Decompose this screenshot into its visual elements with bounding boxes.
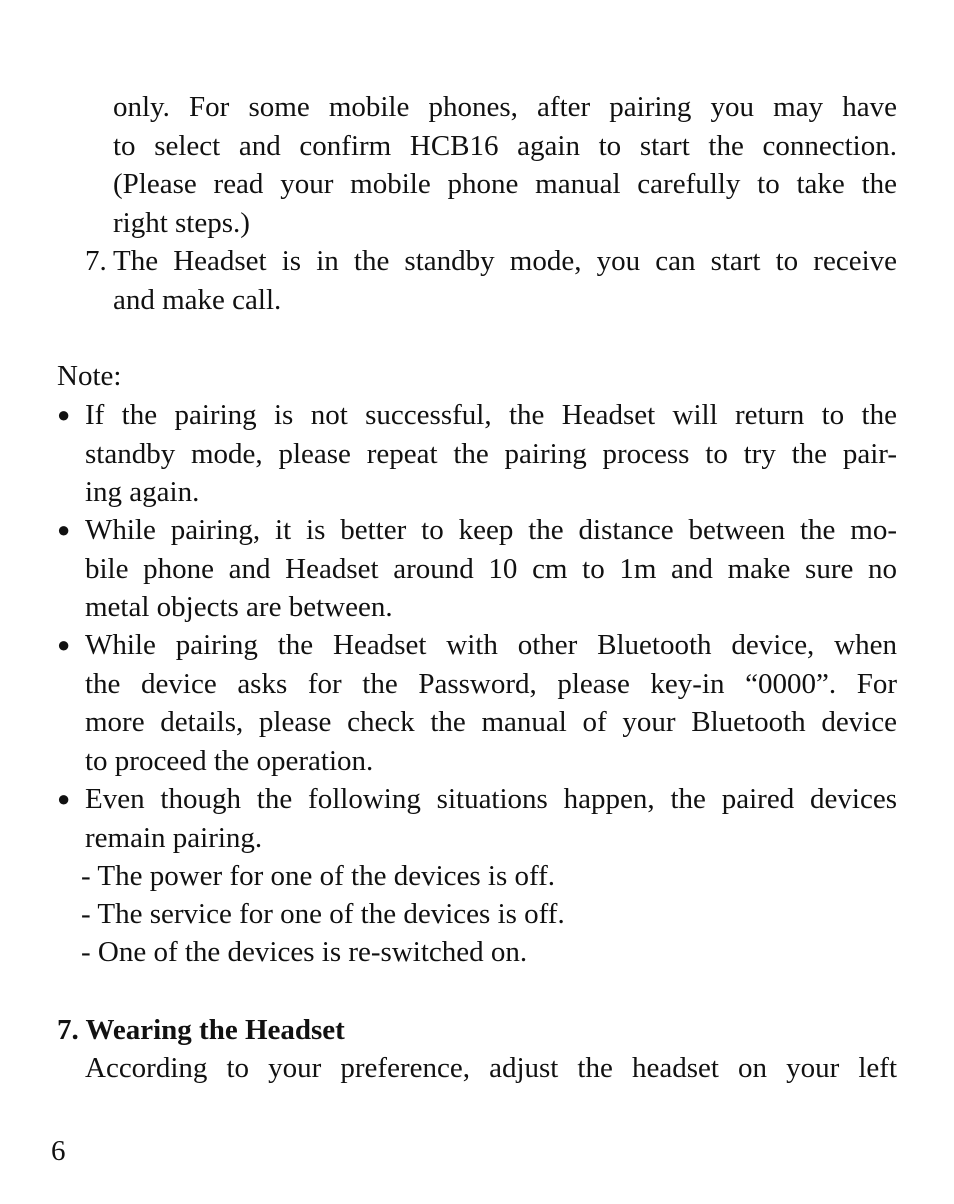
text-line: to proceed the operation. xyxy=(85,744,374,777)
text-line: bile phone and Headset around 10 cm to 1m and make sure no xyxy=(85,552,897,585)
text-line: ing again. xyxy=(85,476,200,508)
text-line: only. For some mobile phones, after pairing you may have xyxy=(113,91,897,123)
text-line: remain pairing. xyxy=(85,821,263,854)
bullet-icon: ● xyxy=(57,632,71,657)
text-line: to select and confirm HCB16 again to start the connection. xyxy=(113,129,897,162)
text-line: While pairing, it is better to keep the distance between the mo- xyxy=(85,514,897,546)
sub-item-service-off: - The service for one of the devices is off. xyxy=(81,898,565,930)
text-line: and make call. xyxy=(113,283,282,316)
section-heading: 7. Wearing the Headset xyxy=(57,1014,345,1046)
text-line: According to your preference, adjust the headset on your left xyxy=(85,1052,897,1084)
bullet-icon: ● xyxy=(57,402,71,427)
text-line: metal objects are between. xyxy=(85,591,393,623)
text-line: Even though the following situations happen, the paired devices xyxy=(85,783,897,815)
bullet-icon: ● xyxy=(57,786,71,811)
text-line: The Headset is in the standby mode, you can start to receive xyxy=(113,245,897,277)
text-line: right steps.) xyxy=(113,206,250,239)
text-line: more details, please check the manual of your Bluetooth device xyxy=(85,706,897,738)
text-line: the device asks for the Password, please key-in “0000”. For xyxy=(85,667,897,700)
text-line: If the pairing is not successful, the Headset will return to the xyxy=(85,399,897,431)
text-line: (Please read your mobile phone manual carefully to take the xyxy=(113,168,897,200)
wearing-paragraph xyxy=(85,1049,897,1088)
note-label: Note: xyxy=(57,360,122,392)
step-number: 7. xyxy=(85,245,107,277)
sub-item-power-off: - The power for one of the devices is off. xyxy=(81,860,556,892)
pairing-continuation-text xyxy=(113,88,897,242)
text-line: While pairing the Headset with other Bluetooth device, when xyxy=(85,629,897,661)
bullet-icon: ● xyxy=(57,517,71,542)
sub-item-re-switched: - One of the devices is re-switched on. xyxy=(81,936,528,968)
page-number: 6 xyxy=(51,1135,66,1167)
text-line: standby mode, please repeat the pairing process to try the pair- xyxy=(85,437,897,470)
